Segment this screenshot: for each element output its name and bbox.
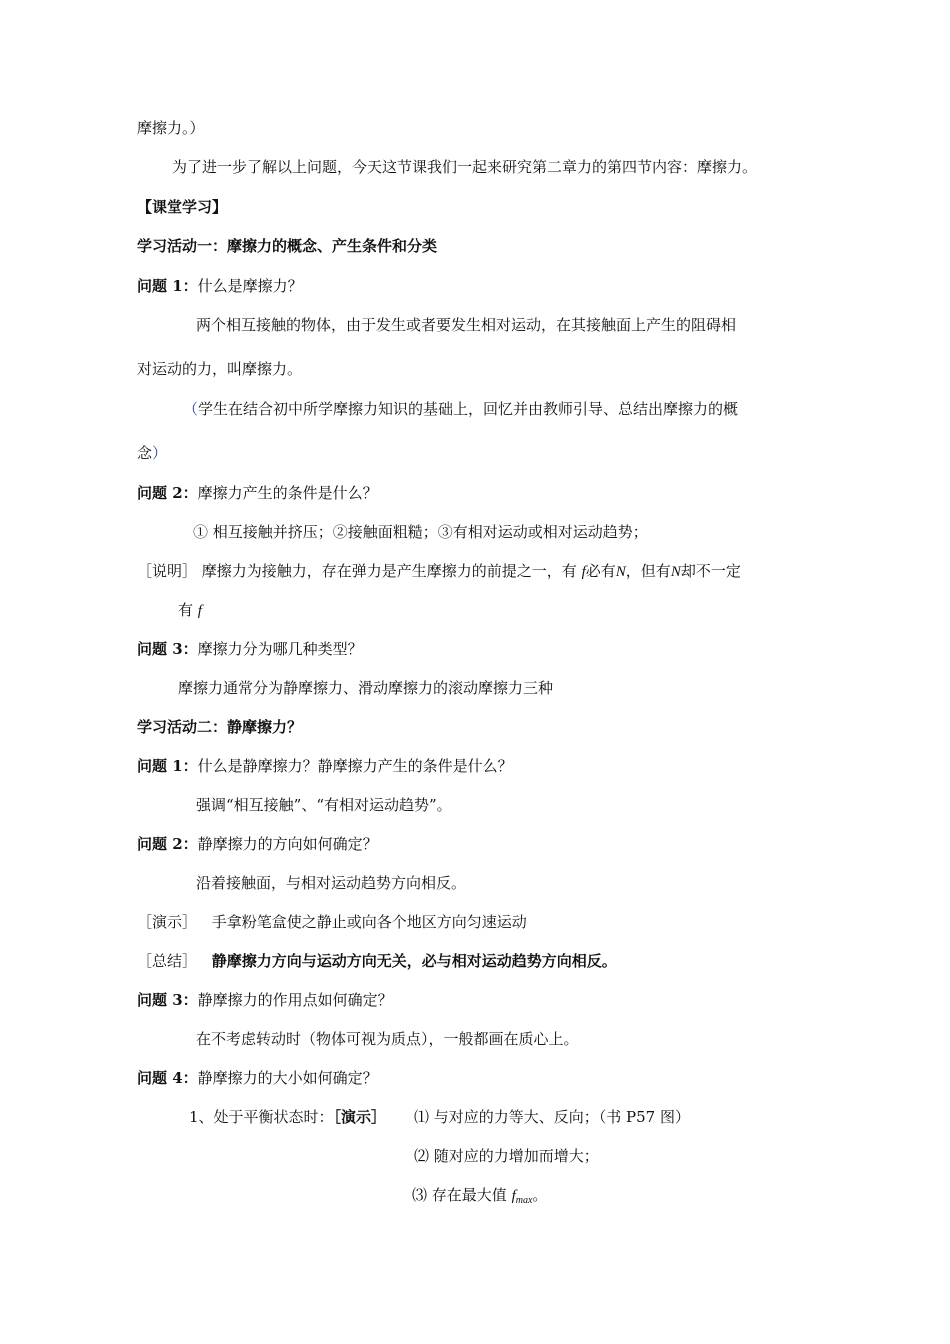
question-3 [137, 639, 363, 659]
demo-line [137, 912, 527, 932]
question-text: 静摩擦力的大小如何确定？ [197, 1069, 378, 1087]
question-label: 问题 1： [137, 277, 198, 295]
variable-n: N [615, 564, 626, 580]
summary-line [137, 951, 617, 971]
question-label: 问题 3： [137, 640, 198, 658]
section-heading: 【课堂学习】 [137, 198, 228, 216]
question-text: 静摩擦力的方向如何确定？ [197, 835, 378, 853]
explanation-text: ，但有 [625, 562, 671, 580]
equilibrium-text: 1、处于平衡状态时： [189, 1108, 334, 1126]
question-text: 什么是静摩擦力？静摩擦力产生的条件是什么？ [197, 757, 513, 775]
activity-1-title: 学习活动一：摩擦力的概念、产生条件和分类 [137, 237, 438, 255]
demo-label: ［演示］ [137, 913, 198, 931]
equilibrium-text: ⑶ 存在最大值 [412, 1186, 507, 1204]
question-text: 摩擦力产生的条件是什么？ [197, 484, 378, 502]
conditions-line: ① 相互接触并挤压；②接触面粗糙；③有相对运动或相对运动趋势； [193, 523, 648, 541]
equilibrium-item-2: ⑵ 随对应的力增加而增大； [414, 1147, 599, 1165]
point-line: 在不考虑转动时（物体可视为质点），一般都画在质心上。 [196, 1030, 579, 1048]
note-text: 念 [137, 444, 153, 462]
explanation-line-1 [137, 561, 741, 582]
question-text: 静摩擦力的作用点如何确定？ [197, 991, 393, 1009]
variable-f: f [581, 564, 586, 580]
definition-line-1: 两个相互接触的物体，由于发生或者要发生相对运动，在其接触面上产生的阻碍相 [196, 316, 737, 334]
explanation-text: 必有 [585, 562, 616, 580]
variable-f: f [511, 1188, 516, 1204]
question-label: 问题 3： [137, 991, 198, 1009]
equilibrium-intro [189, 1107, 386, 1127]
question-label: 问题 2： [137, 484, 198, 502]
summary-label: ［总结］ [137, 952, 198, 970]
explanation-label: ［说明］ [137, 562, 198, 580]
subscript-max: max [515, 1195, 533, 1206]
question-label: 问题 2： [137, 835, 198, 853]
explanation-text: 摩擦力为接触力，存在弹力是产生摩擦力的前提之一，有 [201, 562, 577, 580]
equilibrium-item-1: ⑴ 与对应的力等大、反向；（书 P57 图） [414, 1108, 690, 1126]
direction-line: 沿着接触面，与相对运动趋势方向相反。 [196, 874, 467, 892]
note-line-1 [183, 399, 738, 419]
question-1 [137, 276, 303, 296]
question-text: 摩擦力分为哪几种类型？ [197, 640, 363, 658]
question-4 [137, 1068, 378, 1088]
activity-2-title: 学习活动二：静摩擦力？ [137, 718, 303, 736]
explanation-text: 有 [178, 601, 194, 619]
question-label: 问题 4： [137, 1069, 198, 1087]
explanation-line-2 [178, 600, 202, 621]
question-3 [137, 990, 393, 1010]
note-close-paren: ） [152, 444, 168, 462]
question-1 [137, 756, 513, 776]
summary-text: 静摩擦力方向与运动方向无关，必与相对运动趋势方向相反。 [211, 952, 617, 970]
demo-text: 手拿粉笔盒使之静止或向各个地区方向匀速运动 [211, 913, 527, 931]
question-label: 问题 1： [137, 757, 198, 775]
note-line-2 [137, 443, 167, 463]
explanation-text: 却不一定 [680, 562, 741, 580]
emphasis-line: 强调“相互接触”、“有相对运动趋势”。 [196, 796, 452, 814]
question-text: 什么是摩擦力？ [197, 277, 303, 295]
definition-line-2: 对运动的力，叫摩擦力。 [137, 360, 303, 378]
types-line: 摩擦力通常分为静摩擦力、滑动摩擦力的滚动摩擦力三种 [178, 679, 554, 697]
intro-paragraph: 为了进一步了解以上问题，今天这节课我们一起来研究第二章力的第四节内容：摩擦力。 [172, 158, 758, 176]
text-line: 摩擦力。） [137, 119, 205, 137]
note-text: 学生在结合初中所学摩擦力知识的基础上，回忆并由教师引导、总结出摩擦力的概 [198, 400, 739, 418]
variable-n: N [670, 564, 681, 580]
equilibrium-text: 。 [532, 1186, 548, 1204]
question-2 [137, 834, 378, 854]
demo-label: ［演示］ [333, 1108, 387, 1126]
variable-f: f [197, 603, 202, 619]
equilibrium-item-3 [412, 1185, 547, 1211]
question-2 [137, 483, 378, 503]
note-open-paren: （ [183, 400, 199, 418]
